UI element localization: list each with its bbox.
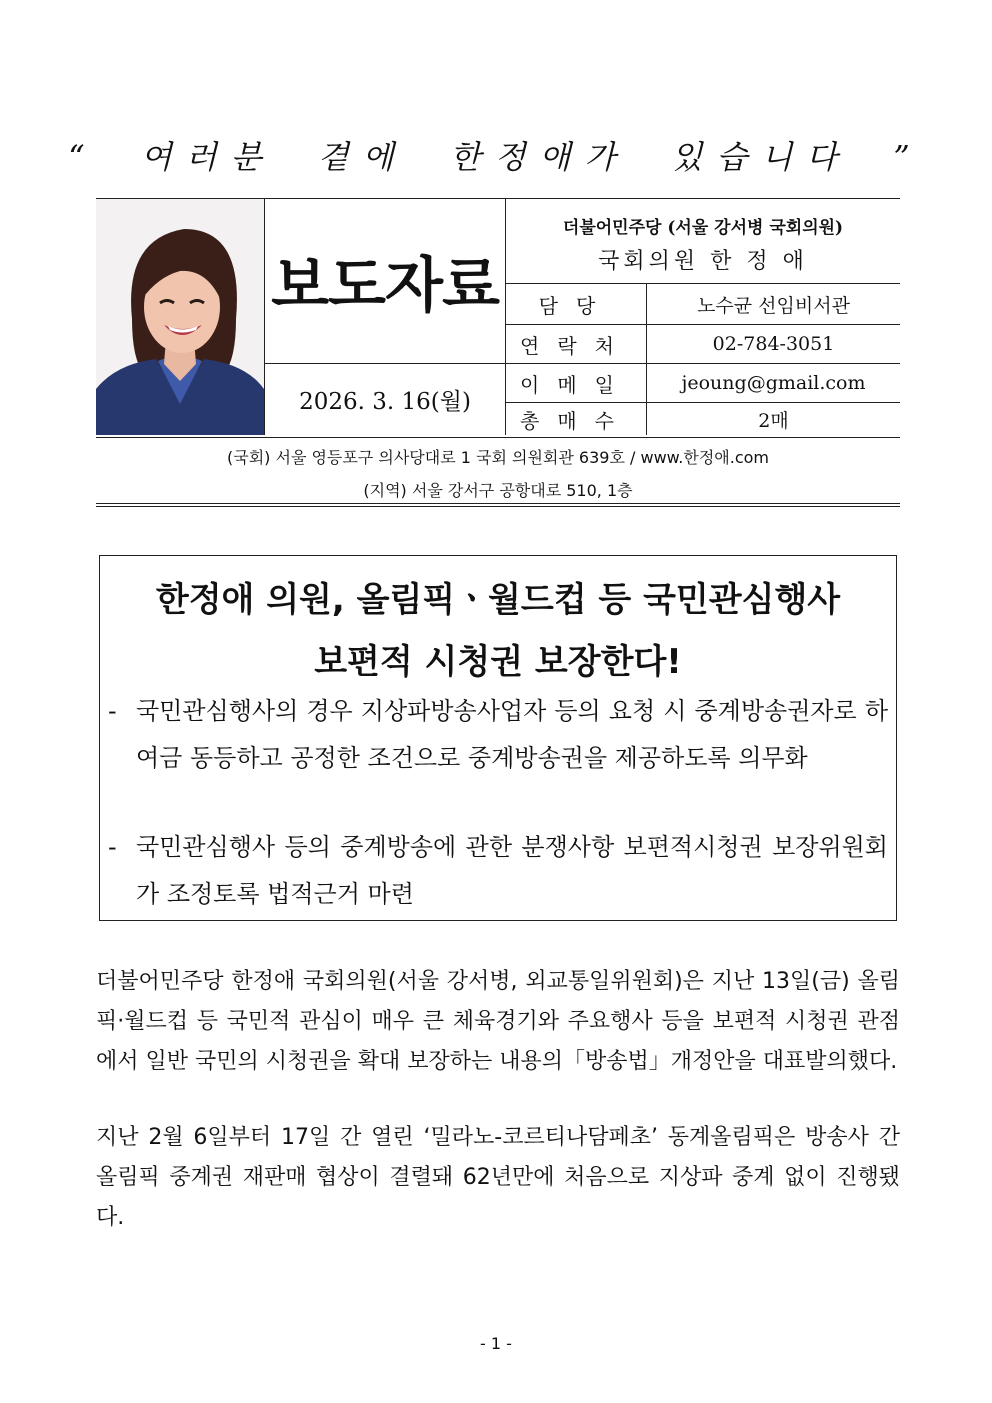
bullet-text: 국민관심행사 등의 중계방송에 관한 분쟁사항 보편적시청권 보장위원회가 조정토록 법적근거 마련 [136,833,888,908]
release-date: 2026. 3. 16(월) [265,364,506,435]
divider [96,503,900,507]
bullet-marker: - [108,833,117,861]
contact-value: 노수균 선임비서관 [697,294,850,317]
assembly-address: (국회) 서울 영등포구 의사당대로 1 국회 의원회관 639호 / www.한정애.com [227,448,769,467]
page-number: - 1 - [480,1334,512,1353]
press-release-title: 보도자료 [271,251,499,321]
contact-label: 연락처 [506,325,647,363]
bullet-text: 국민관심행사의 경우 지상파방송사업자 등의 요청 시 중계방송권자로 하여금 동등하고 공정한 조건으로 중계방송권을 제공하도록 의무화 [136,697,888,772]
member-info [506,199,900,284]
contact-label: 이메일 [506,364,647,402]
contact-row-phone [506,325,900,364]
body-paragraph: 지난 2월 6일부터 17일 간 열린 ‘밀라노-코르티나담페초’ 동계올림픽은 방송사 간 올림픽 중계권 재판매 협상이 결렬돼 62년만에 처음으로 지상파 중계 없이 진행됐다. [96,1125,900,1230]
headline-box [99,555,897,921]
contact-row-email [506,364,900,403]
contact-row-pages [506,403,900,435]
headline-line-1: 한정애 의원, 올림픽ㆍ월드컵 등 국민관심행사 [155,580,841,620]
contact-row-person [506,284,900,325]
contact-value: 2매 [758,409,789,432]
member-name: 국회의원 한 정 애 [598,249,808,274]
contact-label: 총매수 [506,403,647,435]
press-release-header [96,198,900,438]
bullet-marker: - [108,697,117,725]
summary-bullet [108,824,888,918]
summary-bullet [108,688,888,782]
contact-value: jeoung@gmail.com [681,372,866,394]
local-address: (지역) 서울 강서구 공항대로 510, 1층 [363,481,633,500]
body-paragraph: 더불어민주당 한정애 국회의원(서울 강서병, 외교통일위원회)은 지난 13일(금) 올림픽·월드컵 등 국민적 관심이 매우 큰 체육경기와 주요행사 등을 보편적 시청권 관점에서 일반 국민의 시청권을 확대 보장하는 내용의「방송법」개정안을 대표발의했다. [96,969,900,1074]
party-affiliation: 더불어민주당 (서울 강서병 국회의원) [562,218,844,238]
headline-line-2: 보편적 시청권 보장한다! [314,642,682,682]
slogan: “ 여러분 곁에 한정애가 있습니다 ” [68,138,924,176]
contact-label: 담당 [506,284,647,324]
portrait-photo [96,199,265,435]
title-cell [265,199,506,364]
contact-value: 02-784-3051 [712,333,835,355]
